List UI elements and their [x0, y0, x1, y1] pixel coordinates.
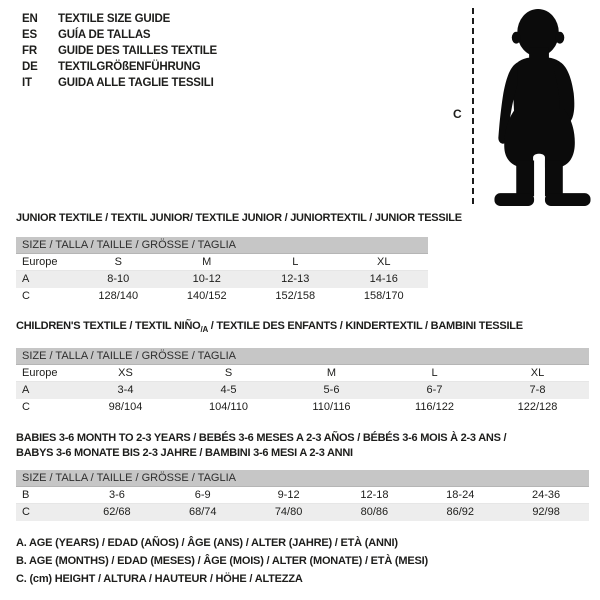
guide-title: GUIDA ALLE TAGLIE TESSILI	[58, 77, 214, 89]
table-cell: M	[326, 367, 337, 380]
table-cell: 3-4	[117, 384, 134, 397]
language-code: IT	[22, 77, 32, 89]
size-section-children	[16, 320, 589, 416]
table-cell: 110/116	[312, 401, 351, 414]
table-cell: 128/140	[98, 290, 139, 302]
table-cell: XL	[377, 256, 391, 268]
size-header-band: SIZE / TALLA / TAILLE / GRÖSSE / TAGLIA	[16, 237, 428, 254]
size-header-band: SIZE / TALLA / TAILLE / GRÖSSE / TAGLIA	[16, 470, 589, 487]
language-code: EN	[22, 13, 38, 25]
table-cell: 9-12	[277, 489, 300, 502]
table-cell: 5-6	[323, 384, 340, 397]
row-label: A	[22, 384, 30, 397]
table-row	[16, 382, 589, 399]
table-cell: 92/98	[532, 506, 560, 519]
size-section-babies	[16, 431, 589, 521]
size-table-junior	[16, 237, 428, 305]
table-cell: 80/86	[360, 506, 389, 519]
table-cell: 6-9	[194, 489, 211, 502]
row-label: C	[22, 506, 30, 519]
table-cell: 140/152	[186, 290, 227, 302]
legend-note: C. (cm) HEIGHT / ALTURA / HAUTEUR / HÖHE / ALTEZZA	[16, 573, 303, 585]
language-row-it	[22, 75, 217, 91]
table-cell: 12-13	[281, 273, 310, 285]
guide-title: GUÍA DE TALLAS	[58, 29, 151, 41]
table-row	[16, 271, 428, 288]
table-cell: 104/110	[209, 401, 248, 414]
table-cell: 7-8	[529, 384, 546, 397]
language-code: DE	[22, 61, 38, 73]
table-cell: 158/170	[363, 290, 404, 302]
height-measure-label: C	[453, 107, 462, 121]
guide-title: TEXTILGRÖßENFÜHRUNG	[58, 61, 201, 73]
table-row	[16, 504, 589, 521]
table-row	[16, 365, 589, 382]
language-code: ES	[22, 29, 37, 41]
title-text: /A	[200, 325, 208, 335]
size-table-children	[16, 348, 589, 416]
row-label: C	[22, 401, 30, 414]
section-title	[16, 431, 589, 461]
table-cell: 10-12	[192, 273, 221, 285]
table-cell: L	[292, 256, 299, 268]
section-title-line	[16, 446, 589, 461]
table-cell: L	[431, 367, 438, 380]
table-cell: 68/74	[188, 506, 217, 519]
table-cell: 6-7	[426, 384, 443, 397]
row-label: C	[22, 290, 30, 302]
legend-notes	[16, 534, 428, 588]
baby-figure	[453, 6, 599, 208]
language-row-en	[22, 11, 217, 27]
tables-area	[16, 212, 589, 536]
table-cell: 116/122	[415, 401, 454, 414]
language-row-fr	[22, 43, 217, 59]
table-cell: 74/80	[274, 506, 303, 519]
legend-note: A. AGE (YEARS) / EDAD (AÑOS) / ÂGE (ANS) / ALTER (JAHRE) / ETÀ (ANNI)	[16, 537, 398, 549]
table-cell: 3-6	[108, 489, 125, 502]
row-label: B	[22, 489, 30, 502]
table-row	[16, 487, 589, 504]
section-title-line	[16, 320, 589, 336]
baby-silhouette-icon	[486, 6, 598, 208]
table-row	[16, 254, 428, 271]
table-row	[16, 288, 428, 305]
legend-note: B. AGE (MONTHS) / EDAD (MESES) / ÂGE (MOIS) / ALTER (MONATE) / ETÀ (MESI)	[16, 555, 428, 567]
guide-title: TEXTILE SIZE GUIDE	[58, 13, 171, 25]
row-label: Europe	[22, 367, 58, 380]
table-cell: M	[202, 256, 212, 268]
table-row	[16, 399, 589, 416]
table-cell: 98/104	[108, 401, 143, 414]
table-cell: 12-18	[360, 489, 389, 502]
table-cell: 62/68	[103, 506, 131, 519]
table-cell: 4-5	[220, 384, 237, 397]
height-measure-line	[472, 8, 474, 204]
table-cell: 122/128	[517, 401, 558, 414]
title-text: JUNIOR TEXTILE / TEXTIL JUNIOR/ TEXTILE JUNIOR / JUNIORTEXTIL / JUNIOR TESSILE	[16, 212, 462, 224]
size-table-babies	[16, 470, 589, 521]
table-cell: XS	[118, 367, 133, 380]
table-cell: 152/158	[275, 290, 316, 302]
title-text: BABIES 3-6 MONTH TO 2-3 YEARS / BEBÉS 3-6 MESES A 2-3 AÑOS / BÉBÉS 3-6 MOIS À 2-3 ANS /	[16, 432, 507, 445]
title-text: / TEXTILE DES ENFANTS / KINDERTEXTIL / BAMBINI TESSILE	[207, 320, 523, 332]
title-text: BABYS 3-6 MONATE BIS 2-3 JAHRE / BAMBINI 3-6 MESI A 2-3 ANNI	[16, 447, 353, 460]
title-text: CHILDREN'S TEXTILE / TEXTIL NIÑO	[16, 320, 201, 332]
size-header-band: SIZE / TALLA / TAILLE / GRÖSSE / TAGLIA	[16, 348, 589, 365]
table-cell: 18-24	[446, 489, 475, 502]
row-label: A	[22, 273, 30, 285]
language-row-de	[22, 59, 217, 75]
size-section-junior	[16, 212, 589, 305]
table-cell: S	[114, 256, 122, 268]
language-list	[22, 11, 217, 91]
table-cell: 24-36	[532, 489, 561, 502]
table-cell: 8-10	[107, 273, 130, 285]
table-cell: S	[224, 367, 233, 380]
table-cell: XL	[530, 367, 545, 380]
row-label: Europe	[22, 256, 58, 268]
language-code: FR	[22, 45, 37, 57]
section-title-line	[16, 431, 589, 446]
guide-title: GUIDE DES TAILLES TEXTILE	[58, 45, 217, 57]
language-row-es	[22, 27, 217, 43]
table-cell: 14-16	[369, 273, 398, 285]
section-title	[16, 320, 589, 336]
table-cell: 86/92	[446, 506, 474, 519]
section-title-line	[16, 212, 589, 225]
section-title	[16, 212, 589, 225]
